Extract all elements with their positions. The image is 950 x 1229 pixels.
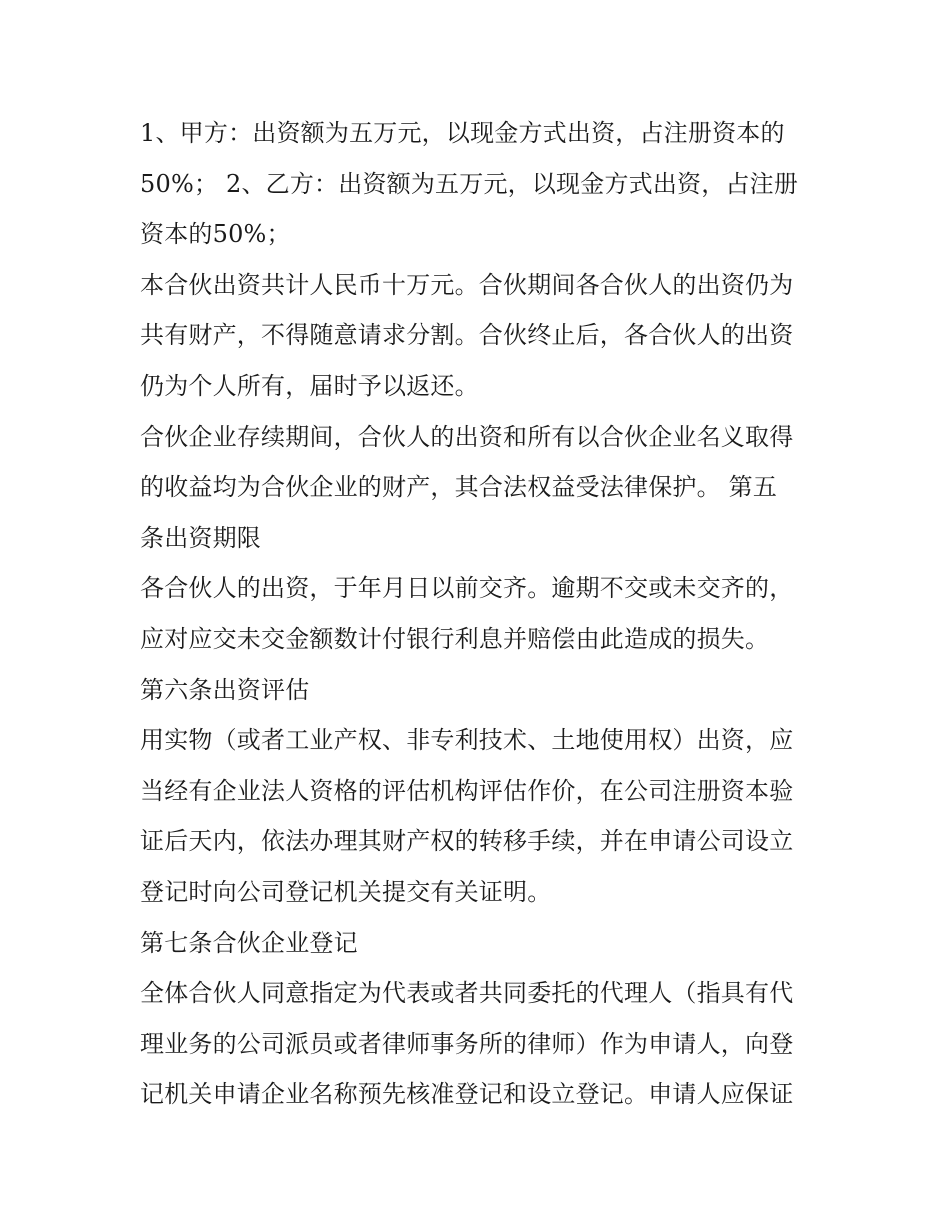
text-line: 1、甲方：出资额为五万元，以现金方式出资，占注册资本的 [140, 119, 785, 147]
text-line: 登记时向公司登记机关提交有关证明。 [140, 877, 552, 906]
text-line: 资本的50%； [140, 220, 291, 249]
text-line: 共有财产，不得随意请求分割。合伙终止后，各合伙人的出资 [140, 321, 794, 350]
text-line: 仍为个人所有，届时予以返还。 [140, 371, 479, 400]
text-line: 全体合伙人同意指定为代表或者共同委托的代理人（指具有代 [140, 979, 794, 1008]
text-line: 50%； 2、乙方：出资额为五万元，以现金方式出资，占注册 [140, 169, 799, 198]
text-line: 条出资期限 [140, 523, 261, 552]
text-line: 第七条合伙企业登记 [140, 928, 358, 957]
text-line: 当经有企业法人资格的评估机构评估作价，在公司注册资本验 [140, 776, 794, 805]
text-line: 的收益均为合伙企业的财产，其合法权益受法律保护。 第五 [140, 473, 778, 502]
text-line: 第六条出资评估 [140, 675, 310, 704]
text-line: 理业务的公司派员或者律师事务所的律师）作为申请人，向登 [140, 1029, 794, 1058]
text-line: 本合伙出资共计人民币十万元。合伙期间各合伙人的出资仍为 [140, 270, 794, 299]
document-body [140, 108, 820, 1120]
text-line: 各合伙人的出资，于年月日以前交齐。逾期不交或未交齐的， [140, 574, 794, 603]
text-line: 合伙企业存续期间，合伙人的出资和所有以合伙企业名义取得 [140, 422, 794, 451]
text-line: 证后天内，依法办理其财产权的转移手续，并在申请公司设立 [140, 827, 794, 856]
text-line: 用实物（或者工业产权、非专利技术、土地使用权）出资，应 [140, 726, 794, 755]
text-line: 应对应交未交金额数计付银行利息并赔偿由此造成的损失。 [140, 624, 770, 653]
text-line: 记机关申请企业名称预先核准登记和设立登记。申请人应保证 [140, 1080, 794, 1109]
